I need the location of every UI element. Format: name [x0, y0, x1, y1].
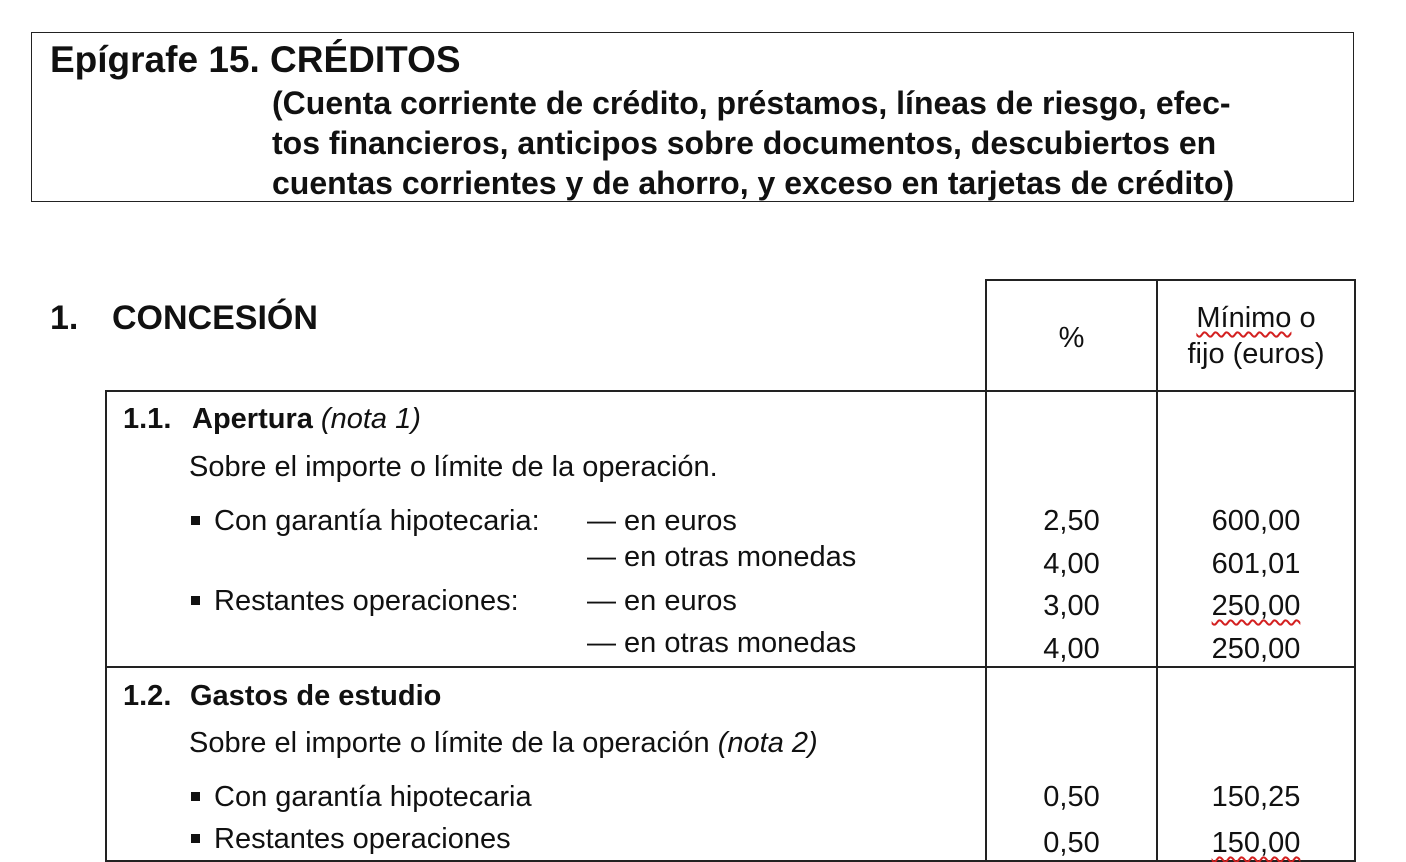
header-box [31, 32, 1354, 202]
apertura-heading [192, 403, 421, 436]
estudio-row-percent-1: 0,50 [1043, 781, 1100, 813]
estudio-title: Gastos de estudio [190, 680, 442, 712]
estudio-row-min-1: 150,25 [1211, 781, 1301, 813]
apertura-row-min-1: 600,00 [1211, 505, 1301, 537]
apertura-row-sub-4: — en otras monedas [587, 627, 857, 659]
subtitle-line-1: (Cuenta corriente de crédito, préstamos, líneas de riesgo, efec- [272, 85, 1231, 121]
estudio-row-label-1: Con garantía hipotecaria [191, 781, 532, 814]
apertura-row-label-1: Con garantía hipotecaria: [191, 505, 540, 538]
apertura-row-percent-3: 3,00 [1043, 590, 1100, 622]
bullet-icon [191, 834, 200, 843]
apertura-title: Apertura [192, 403, 313, 435]
table-right-border [1354, 279, 1356, 862]
column-header-min-line-1 [1158, 300, 1354, 336]
row-divider [105, 666, 1356, 668]
table-header-divider [105, 390, 1356, 392]
column-header-percent: % [1058, 322, 1085, 354]
estudio-description: Sobre el importe o límite de la operación (nota 2) [189, 727, 818, 759]
bullet-icon [191, 596, 200, 605]
apertura-row-sub-2: — en otras monedas [587, 541, 857, 573]
column-header-min-conj: o [1291, 302, 1316, 334]
table-left-border [105, 390, 107, 862]
column-header-min-line-2: fijo (euros) [1187, 338, 1325, 370]
apertura-description: Sobre el importe o límite de la operación. [189, 451, 718, 483]
apertura-row-percent-4: 4,00 [1043, 633, 1100, 665]
estudio-number: 1.2. [123, 680, 172, 712]
apertura-row-label-3: Restantes operaciones: [191, 585, 519, 618]
page-title: Epígrafe 15. CRÉDITOS [50, 39, 461, 80]
apertura-note: (nota 1) [320, 403, 421, 435]
apertura-row-sub-3: — en euros [587, 585, 737, 617]
subtitle-line-2: tos financieros, anticipos sobre documentos, descubiertos en [272, 125, 1217, 161]
estudio-row-label-2: Restantes operaciones [191, 823, 511, 856]
subtitle-line-3: cuentas corrientes y de ahorro, y exceso en tarjetas de crédito) [272, 165, 1235, 201]
apertura-number: 1.1. [123, 403, 172, 435]
estudio-row-percent-2: 0,50 [1043, 827, 1100, 859]
bullet-icon [191, 516, 200, 525]
apertura-row-percent-1: 2,50 [1043, 505, 1100, 537]
estudio-row-min-2: 150,00 [1211, 827, 1301, 859]
table-bottom-border [105, 860, 1356, 862]
apertura-row-percent-2: 4,00 [1043, 548, 1100, 580]
section-title: CONCESIÓN [112, 299, 318, 337]
estudio-note: (nota 2) [717, 727, 818, 759]
spellcheck-word: Mínimo [1196, 302, 1292, 334]
section-number: 1. [50, 299, 79, 337]
bullet-icon [191, 792, 200, 801]
apertura-row-min-4: 250,00 [1211, 633, 1301, 665]
apertura-row-sub-1: — en euros [587, 505, 737, 537]
apertura-row-min-2: 601,01 [1211, 548, 1301, 580]
table-top-border [985, 279, 1356, 281]
apertura-row-min-3: 250,00 [1211, 590, 1301, 622]
